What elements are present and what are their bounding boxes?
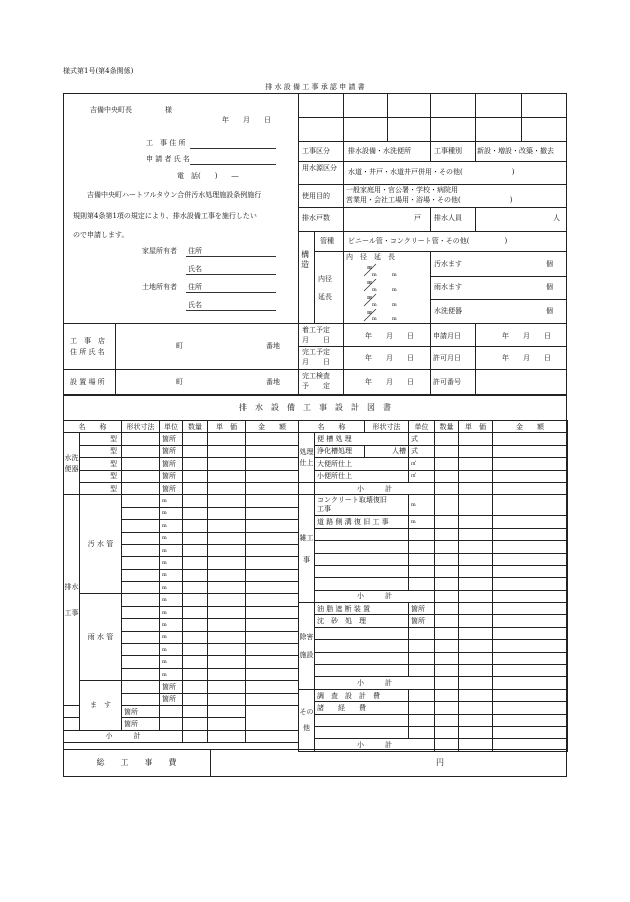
small-toilet: 小便所仕上 [315,470,409,482]
water-source-label: 用水源区分 [302,164,337,172]
toilet-label: 水洗便器 [434,307,462,315]
house-owner-name-label: 氏名 [188,265,202,273]
unit-cell: 箇所 [160,470,183,482]
phone-label: 電 話( ) ― [177,172,239,180]
treatment-group-label: 処理仕上 [299,433,315,483]
unit-cell: 箇所 [409,615,435,627]
house-owner-label: 家屋所有者 [142,247,177,255]
design-title: 排 水 設 備 工 事 設 計 図 書 [239,403,391,412]
pipe-type-label: 管種 [320,237,334,245]
m-cell: m [160,532,183,544]
mm-unit-4: ㎜ [367,310,373,316]
header-price-right: 単 価 [459,421,493,433]
toilet-group-label: 水洗便器 [64,433,80,495]
mm-unit-3: ㎜ [367,295,373,301]
structure-label: 構造 [300,250,310,270]
removal-group-label: 除害施設 [299,603,315,690]
rain-basin-unit: 個 [546,283,553,291]
m-unit-4a: m [372,316,377,322]
sewage-basin-label: 汚水ます [434,260,462,268]
rain-basin-label: 雨水ます [434,283,462,291]
addressee: 吉備中央町長 [90,106,132,114]
sediment: 沈 砂 処 理 [315,615,409,627]
apply-date-label: 申請月日 [433,332,461,340]
shiki-cell: 式 [409,445,435,457]
m-cell: m [160,619,183,631]
work-type-label: 工事区分 [302,147,330,155]
end-label-2: 月 日 [302,358,330,366]
toilet-unit: 個 [546,307,553,315]
application-date: 年 月 日 [222,116,271,124]
m-cell: m [160,507,183,519]
subtotal-left: 小 計 [64,730,183,742]
permit-date-value: 年 月 日 [502,354,551,362]
m-cell: m [160,631,183,643]
drain-work-group-label: 排水工事 [64,495,80,706]
m-cell: m [160,495,183,507]
contractor-label-2: 住 所 氏 名 [70,348,105,356]
mm-unit-1: ㎜ [367,265,373,271]
design-table-right [298,420,568,752]
unit-cell: 箇所 [122,705,160,717]
header-name-right: 名 称 [299,421,365,433]
location-label: 設 置 場 所 [70,378,105,386]
other-group-label: その他 [299,689,315,751]
purpose-value-2: 営業用・会社工場用・浴場・その他( ) [346,196,513,204]
m-cell: m [160,606,183,618]
body-text-3: ので申請します。 [73,231,129,239]
m-unit-2b: m [392,287,397,293]
m-cell: m [409,495,435,516]
rain-pipe-label: 雨 水 管 [80,594,122,681]
m-cell: m [160,594,183,606]
m-cell: m [160,668,183,680]
m-cell: m [160,544,183,556]
header-price: 単 価 [208,421,246,433]
permit-date-label: 許可月日 [433,354,461,362]
septic-treatment: 浄化槽処理 [315,445,365,457]
m2-cell: ㎡ [409,458,435,470]
purpose-label: 使用目的 [302,192,330,200]
inner-diameter-label-a: 内径 [318,275,332,283]
survey-design: 調 査 設 計 費 [315,689,409,701]
contractor-town: 町 [176,342,183,350]
sewage-pipe-label: 汚 水 管 [80,495,122,594]
type-cell: 型 [80,445,122,457]
house-owner-address-label: 住所 [188,247,202,255]
shiki-cell: 式 [409,433,435,445]
unit-cell: 箇所 [409,603,435,615]
type-cell: 型 [80,470,122,482]
m-cell: m [160,644,183,656]
subtotal-treatment: 小 計 [315,482,435,494]
subtotal-other: 小 計 [315,739,435,751]
subtotal-removal: 小 計 [315,677,435,689]
contractor-banchi: 番地 [266,342,280,350]
work-kind-value: 新設・増設・改築・撤去 [477,147,554,155]
sama: 様 [165,106,172,114]
grease-trap: 油 脂 遮 断 装 置 [315,603,409,615]
page-title: 排 水 設 備 工 事 承 認 申 請 書 [265,83,365,91]
expenses: 諸 経 費 [315,702,409,714]
concrete-restore: コンクリート取壊復旧 工事 [315,495,409,516]
households-unit: 戸 [414,214,421,222]
contractor-address-label: 工 事 住 所 [146,139,186,147]
m-unit-1a: m [372,272,377,278]
total-yen: 円 [436,758,444,767]
unit-cell: 箇所 [160,693,183,705]
land-owner-address-label: 住所 [188,283,202,291]
work-type-value: 排水設備・水洗便所 [348,147,411,155]
location-banchi: 番地 [266,378,280,386]
start-label-1: 着工予定 [302,326,330,334]
body-text-2: 規則第4条第1項の規定により、排水設備工事を施行したい [73,212,257,220]
unit-cell: 箇所 [160,445,183,457]
inspect-label-2: 予 定 [302,382,330,390]
type-cell: 型 [80,482,122,494]
m-cell: m [160,582,183,594]
header-qty-right: 数量 [435,421,459,433]
sewage-basin-unit: 個 [546,260,553,268]
pipe-type-value: ビニール管・コンクリート管・その他( ) [348,237,508,245]
tank-treatment: 便 槽 処 理 [315,433,409,445]
header-name: 名 称 [64,421,122,433]
inspect-date: 年 月 日 [365,378,414,386]
apply-date-value: 年 月 日 [502,332,551,340]
start-label-2: 月 日 [302,336,330,344]
unit-cell: 箇所 [160,681,183,693]
unit-cell: 箇所 [160,433,183,445]
work-kind-label: 工事種別 [434,147,462,155]
type-cell: 型 [80,433,122,445]
m-unit-2a: m [372,287,377,293]
applicant-name-label: 申 請 者 氏 名 [146,155,190,163]
location-town: 町 [176,378,183,386]
inspect-label-1: 完工検査 [302,372,330,380]
households-label: 排水戸数 [302,214,330,222]
large-toilet: 大便所仕上 [315,458,409,470]
m-cell: m [160,557,183,569]
form-number: 様式第1号(第4条関係) [63,67,134,75]
type-cell: 型 [80,458,122,470]
m-unit-4b: m [392,316,397,322]
end-label-1: 完工予定 [302,348,330,356]
persons-label: 排水人員 [434,214,462,222]
m-cell: m [160,656,183,668]
person-tank: 人槽 [365,445,409,457]
header-unit: 単位 [160,421,183,433]
mm-unit-2: ㎜ [367,280,373,286]
gutter-restore: 道 路 側 溝 復 旧 工 事 [315,516,409,528]
unit-cell: 箇所 [160,458,183,470]
masu-label: ま す [80,681,122,731]
header-amount-right: 金 額 [493,421,568,433]
start-date: 年 月 日 [365,332,414,340]
header-unit-right: 単位 [409,421,435,433]
unit-cell: 箇所 [122,718,160,730]
m2-cell: ㎡ [409,470,435,482]
header-shape: 形状寸法 [122,421,160,433]
m-cell: m [160,520,183,532]
land-owner-name-label: 氏名 [188,301,202,309]
m-cell: m [160,569,183,581]
purpose-value-1: 一般家庭用・官公署・学校・病院用 [346,186,458,194]
m-cell: m [409,516,435,528]
misc-group-label: 雑工事 [299,495,315,603]
land-owner-label: 土地所有者 [142,283,177,291]
persons-unit: 人 [553,214,560,222]
design-table-left [63,420,299,743]
m-unit-3b: m [392,302,397,308]
subtotal-misc: 小 計 [315,590,435,602]
body-text-1: 吉備中央町ハートフルタウン合併汚水処理施設条例施行 [87,191,262,199]
header-amount: 金 額 [246,421,299,433]
header-shape-right: 形状寸法 [365,421,409,433]
inner-diameter-header: 内 径 延 長 [346,253,395,261]
contractor-label-1: 工 事 店 [70,337,105,345]
total-label: 総 工 事 費 [96,758,177,767]
length-label: 延長 [318,293,332,301]
m-unit-1b: m [392,272,397,278]
permit-no-label: 許可番号 [433,378,461,386]
header-qty: 数量 [183,421,208,433]
end-date: 年 月 日 [365,354,414,362]
m-unit-3a: m [372,302,377,308]
unit-cell: 箇所 [160,482,183,494]
water-source-value: 水道・井戸・水道井戸併用・その他( ) [348,168,515,176]
